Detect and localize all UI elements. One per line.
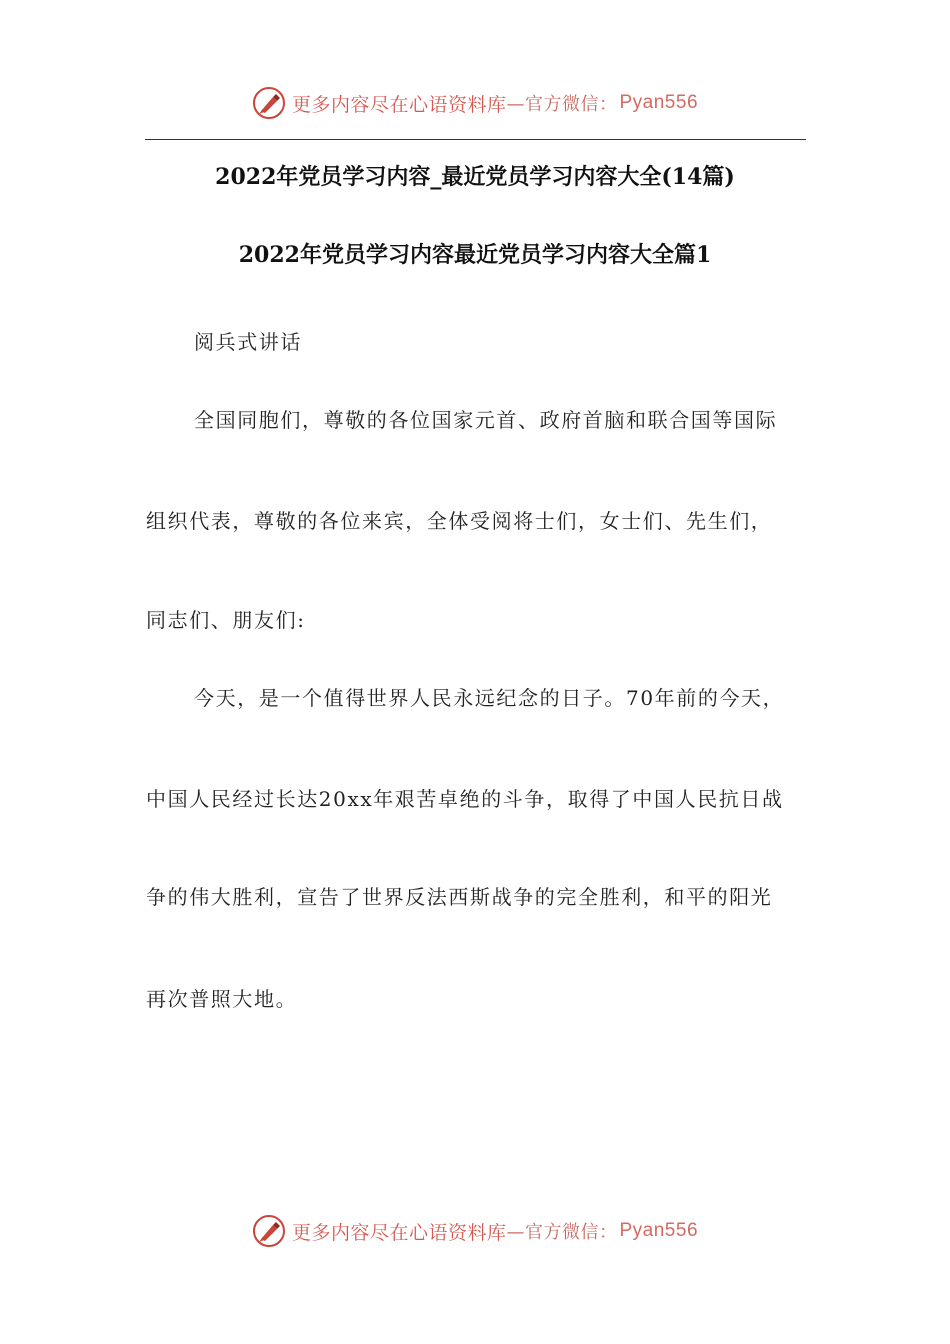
paragraph-line: 争的伟大胜利，宣告了世界反法西斯战争的完全胜利，和平的阳光 (146, 885, 773, 909)
paragraph-line: 再次普照大地。 (146, 987, 298, 1011)
document-subtitle: 2022年党员学习内容最近党员学习内容大全篇1 (238, 242, 712, 268)
document-title: 2022年党员学习内容_最近党员学习内容大全(14篇) (215, 164, 735, 190)
pen-nib-logo-icon (252, 86, 286, 120)
header-banner (0, 83, 950, 123)
banner-site-text: 更多内容尽在心语资料库 (291, 1221, 507, 1244)
pen-nib-logo-icon (252, 1214, 286, 1248)
paragraph-line: 今天，是一个值得世界人民永远纪念的日子。70年前的今天， (194, 686, 785, 710)
banner-wechat-id: Pyan556 (619, 1220, 699, 1241)
header-divider (145, 139, 806, 140)
banner-wechat-id: Pyan556 (619, 92, 699, 113)
footer-banner (0, 1211, 950, 1251)
paragraph-line: 中国人民经过长达20xx年艰苦卓绝的斗争，取得了中国人民抗日战 (146, 787, 784, 811)
banner-wechat-label: —官方微信： (506, 1222, 618, 1243)
paragraph-line: 同志们、朋友们: (146, 608, 306, 632)
banner-wechat-label: —官方微信： (506, 94, 618, 115)
section-heading: 阅兵式讲话 (194, 330, 302, 354)
paragraph-line: 组织代表，尊敬的各位来宾，全体受阅将士们，女士们、先生们， (146, 509, 773, 533)
banner-site-text: 更多内容尽在心语资料库 (291, 93, 507, 116)
paragraph-line: 全国同胞们，尊敬的各位国家元首、政府首脑和联合国等国际 (194, 408, 778, 432)
